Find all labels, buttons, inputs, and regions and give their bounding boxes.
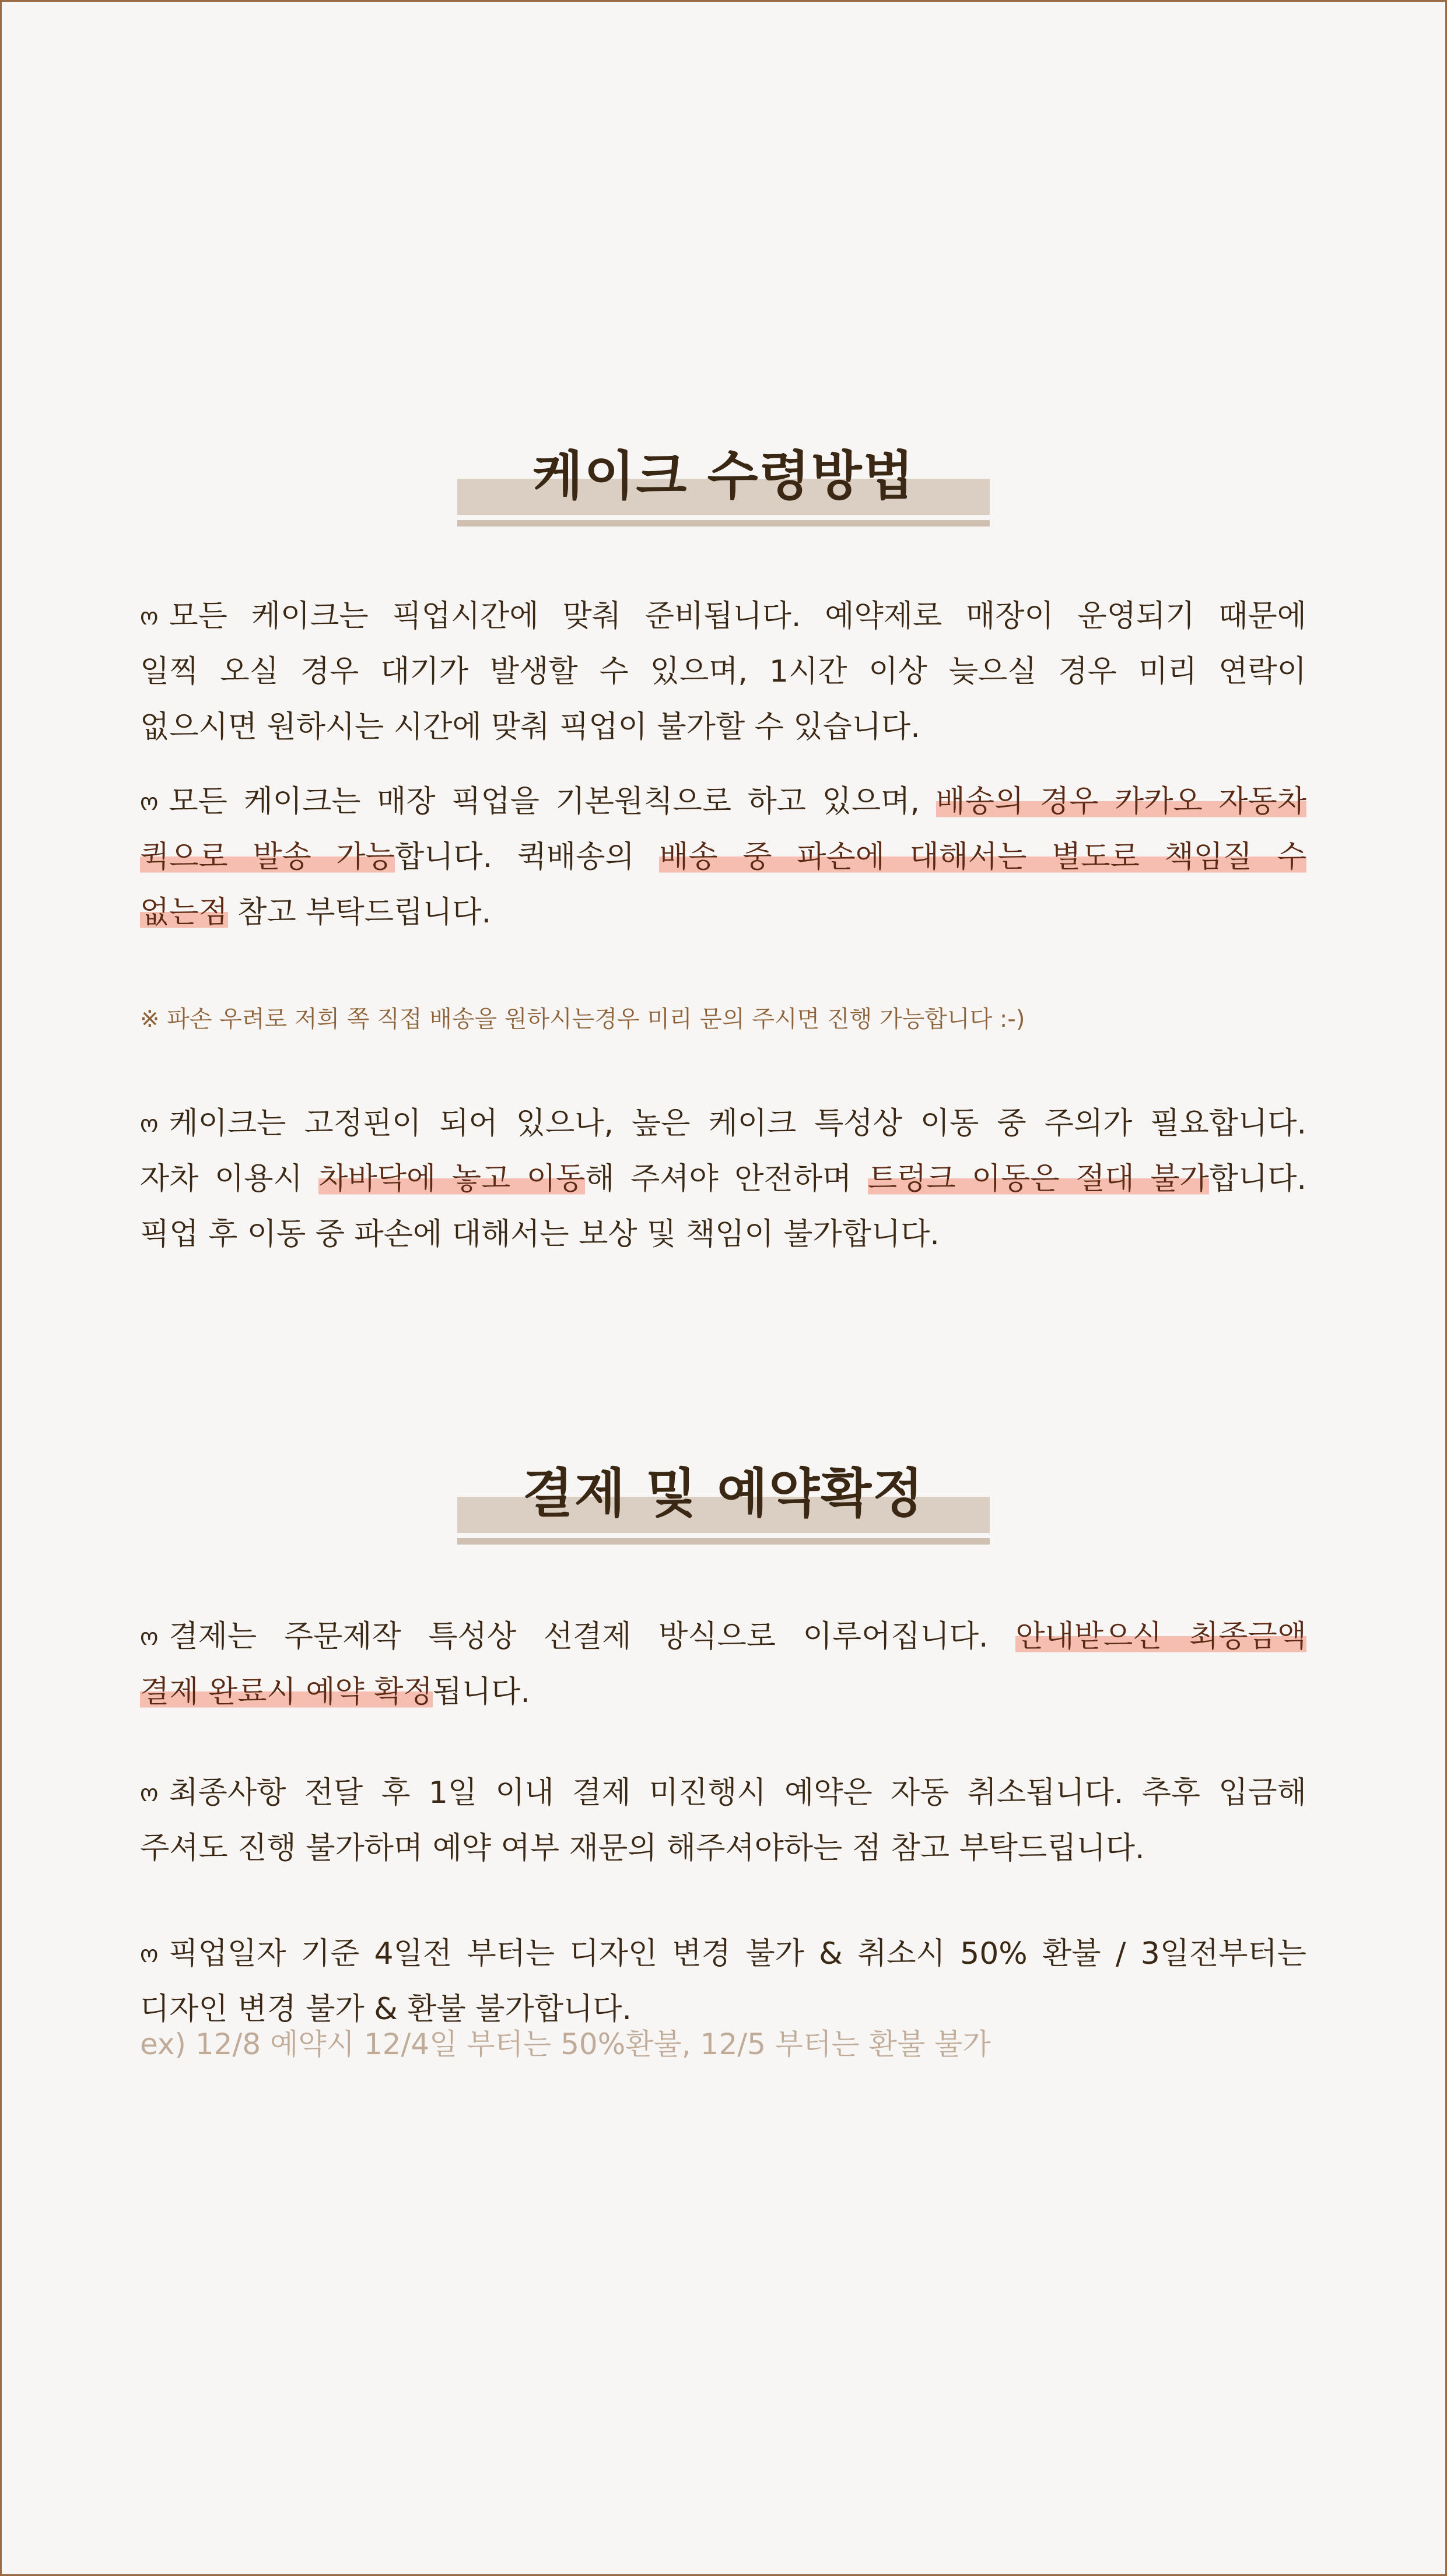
heart-bullet-icon: ო <box>140 789 159 816</box>
highlighted-text: 안내받으신 최종금액 <box>1015 1619 1306 1654</box>
text-line <box>140 1152 1306 1207</box>
heart-bullet-icon: ო <box>140 1780 159 1807</box>
payment-paragraph-2 <box>140 1766 1306 1876</box>
highlighted-text: 퀵으로 발송 가능 <box>140 840 395 875</box>
section-title: 결제 및 예약확정 <box>522 1463 925 1524</box>
text-segment: 없으시면 원하시는 시간에 맞춰 픽업이 불가할 수 있습니다. <box>140 710 920 745</box>
pickup-paragraph-2 <box>140 774 1306 940</box>
heart-bullet-icon: ო <box>140 1941 159 1968</box>
text-line <box>140 774 1306 830</box>
section-heading-pickup <box>457 443 990 525</box>
text-line <box>140 1766 1306 1821</box>
pickup-paragraph-1 <box>140 589 1306 755</box>
text-segment: 합니다. 퀵배송의 <box>394 840 660 875</box>
highlighted-text: 없는점 <box>140 895 228 930</box>
text-segment: 참고 부탁드립니다. <box>227 895 492 930</box>
text-segment: 디자인 변경 불가 & 환불 불가합니다. <box>140 1992 632 2027</box>
text-segment: 일찍 오실 경우 대기가 발생할 수 있으며, 1시간 이상 늦으실 경우 미리 연락이 <box>140 654 1306 689</box>
text-segment: 모든 케이크는 매장 픽업을 기본원칙으로 하고 있으며, <box>169 784 936 819</box>
refund-example: ex) 12/8 예약시 12/4일 부터는 50%환불, 12/5 부터는 환불 불가 <box>140 2027 991 2061</box>
heart-bullet-icon: ო <box>140 1624 159 1651</box>
text-line <box>140 1926 1306 1982</box>
text-line <box>140 589 1306 644</box>
text-segment: 결제는 주문제작 특성상 선결제 방식으로 이루어집니다. <box>169 1619 1016 1654</box>
text-line <box>140 1665 1306 1720</box>
highlighted-text: 배송 중 파손에 대해서는 별도로 책임질 수 <box>659 840 1306 875</box>
highlighted-text: 차바닥에 놓고 이동 <box>318 1161 586 1196</box>
highlighted-text: 배송의 경우 카카오 자동차 <box>936 784 1307 819</box>
delivery-note: ※ 파손 우려로 저희 쪽 직접 배송을 원하시는경우 미리 문의 주시면 진행 가능합니다 :-) <box>140 1006 1025 1033</box>
text-line <box>140 885 1306 940</box>
text-segment: 픽업 후 이동 중 파손에 대해서는 보상 및 책임이 불가합니다. <box>140 1217 940 1252</box>
heart-bullet-icon: ო <box>140 603 159 630</box>
text-line <box>140 644 1306 700</box>
text-segment: 해 주셔야 안전하며 <box>585 1161 868 1196</box>
text-segment: 합니다. <box>1208 1161 1306 1196</box>
text-line <box>140 700 1306 755</box>
text-line <box>140 1207 1306 1262</box>
text-segment: 픽업일자 기준 4일전 부터는 디자인 변경 불가 & 취소시 50% 환불 / 3일전부터는 <box>169 1936 1306 1971</box>
text-line <box>140 830 1306 885</box>
text-line <box>140 1609 1306 1665</box>
heart-bullet-icon: ო <box>140 1111 159 1138</box>
section-title: 케이크 수령방법 <box>532 445 915 507</box>
heading-underline <box>457 1538 990 1545</box>
text-segment: 주셔도 진행 불가하며 예약 여부 재문의 해주셔야하는 점 참고 부탁드립니다. <box>140 1831 1145 1866</box>
text-line <box>140 1821 1306 1876</box>
text-segment: 됩니다. <box>432 1675 530 1710</box>
text-segment: 자차 이용시 <box>140 1161 319 1196</box>
text-segment: 모든 케이크는 픽업시간에 맞춰 준비됩니다. 예약제로 매장이 운영되기 때문에 <box>169 599 1306 634</box>
highlighted-text: 결제 완료시 예약 확정 <box>140 1675 433 1710</box>
pickup-paragraph-3 <box>140 1096 1306 1262</box>
text-segment: 최종사항 전달 후 1일 이내 결제 미진행시 예약은 자동 취소됩니다. 추후 입금해 <box>169 1775 1306 1810</box>
highlighted-text: 트렁크 이동은 절대 불가 <box>867 1161 1209 1196</box>
payment-paragraph-1 <box>140 1609 1306 1720</box>
text-line <box>140 1096 1306 1152</box>
section-heading-payment <box>457 1461 990 1542</box>
heading-underline <box>457 520 990 527</box>
text-segment: 케이크는 고정핀이 되어 있으나, 높은 케이크 특성상 이동 중 주의가 필요합니다. <box>169 1106 1306 1141</box>
